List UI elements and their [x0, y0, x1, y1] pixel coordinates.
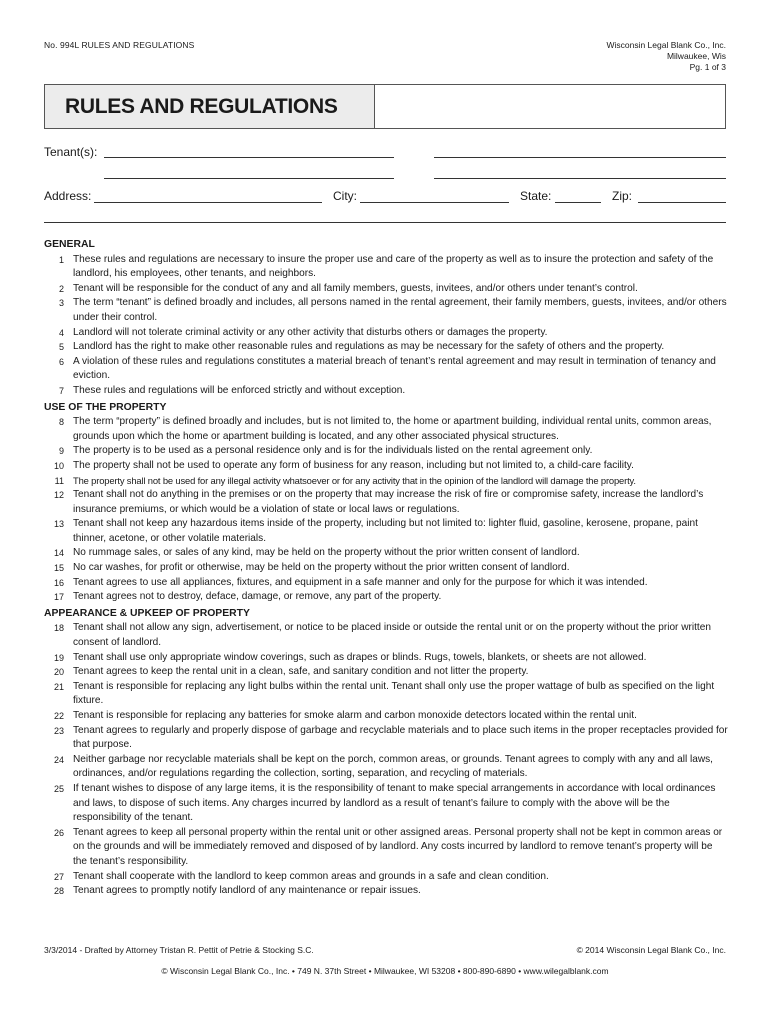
rule-text: The property is to be used as a personal residence only and is for the individuals listed on the rental agreement only.: [73, 445, 593, 457]
rule-text: Tenant agrees to use all appliances, fixtures, and equipment in a safe manner and only for the purpose for which it was intended.: [73, 576, 648, 588]
rule-number: 27: [53, 871, 64, 882]
rule-number: 14: [53, 548, 64, 559]
rule-number: 12: [53, 490, 64, 501]
rule-number: 4: [58, 327, 64, 338]
rule-number: 23: [53, 725, 64, 736]
rule-number: 16: [53, 577, 64, 588]
rule-number: 9: [58, 446, 64, 457]
rule-text: Tenant is responsible for replacing any light bulbs within the rental unit. Tenant shall only use the proper wattage of bulb as specified on the light fixture.: [73, 680, 715, 707]
rule-text: Tenant shall not do anything in the premises or on the property that may increase the risk of fire or compromise safety, increase the landlord’s insurance premiums, or which would be a violation of state or local laws or regulations.: [73, 489, 704, 515]
city-field[interactable]: [360, 202, 509, 203]
rule-number: 2: [58, 283, 64, 294]
rule-item: [44, 415, 728, 444]
rule-item: [44, 709, 728, 724]
rule-text: The term “tenant” is defined broadly and includes, all persons named in the rental agreement, their family members, guests, invitees, and/or others under their control.: [73, 297, 727, 323]
rule-item: [44, 621, 728, 650]
rule-text: The property shall not be used to operate any form of business for any reason, including but not limited to, a child-care facility.: [73, 459, 634, 471]
rule-item: [44, 340, 728, 355]
rule-number: 7: [58, 385, 64, 396]
rule-item: [44, 651, 728, 666]
rule-text: Tenant agrees not to destroy, deface, damage, or remove, any part of the property.: [73, 591, 442, 603]
contact-line: © Wisconsin Legal Blank Co., Inc. • 749 N. 37th Street • Milwaukee, WI 53208 • 800-890-6890 • www.wilegalblank.com: [161, 966, 609, 976]
rule-number: 20: [53, 667, 64, 678]
divider: [44, 222, 726, 223]
rule-number: 21: [53, 681, 64, 692]
rules-body: [44, 236, 728, 899]
tenant-1-field[interactable]: [104, 157, 394, 158]
rule-number: 25: [53, 783, 64, 794]
rule-item: [44, 665, 728, 680]
section-heading: USE OF THE PROPERTY: [44, 401, 167, 413]
address-label: Address:: [44, 189, 92, 203]
rule-number: 11: [54, 475, 64, 486]
rule-number: 10: [53, 460, 64, 471]
rule-item: [44, 444, 728, 459]
rule-text: Landlord has the right to make other reasonable rules and regulations as may be necessary for the safety of others and the property.: [73, 341, 665, 353]
rule-number: 13: [53, 519, 64, 530]
rule-number: 6: [58, 356, 64, 367]
publisher-city: Milwaukee, Wis: [666, 51, 726, 61]
rule-text: Neither garbage nor recyclable materials shall be kept on the porch, common areas, or grounds. Tenant agrees to comply with any and all laws, ordinances, and/or regulations regarding the collection, sorting, separation, and recycling of materials.: [73, 753, 713, 780]
rule-item: [44, 459, 728, 474]
section-heading: APPEARANCE & UPKEEP OF PROPERTY: [44, 607, 250, 619]
rule-text: Tenant agrees to regularly and properly dispose of garbage and recyclable materials and to place such items in the proper receptacles provided for that purpose.: [73, 724, 728, 751]
page-number: Pg. 1 of 3: [689, 62, 726, 72]
rule-number: 22: [53, 711, 64, 721]
rule-number: 1: [58, 254, 64, 265]
rule-text: Tenant shall not allow any sign, advertisement, or notice to be placed inside or outside the rental unit or on the property without the prior written consent of landlord.: [73, 622, 711, 649]
rule-item: [44, 326, 728, 341]
rule-number: 26: [53, 827, 64, 838]
tenant-2-field[interactable]: [434, 157, 726, 158]
rule-number: 3: [58, 298, 64, 309]
rule-text: Landlord will not tolerate criminal activity or any other activity that disturbs others or damages the property.: [73, 326, 548, 338]
rule-item: [44, 724, 728, 753]
rule-text: Tenant agrees to keep all personal property within the rental unit or other assigned areas. Personal property shall not be kept in common areas or on the grounds and will be immediately removed and disposed of by landlord. Any costs incurred by landlord to remove tenant’s property will be the tenant’s responsibility.: [73, 826, 723, 867]
rule-item: [44, 561, 728, 576]
rule-number: 18: [53, 623, 64, 634]
rule-item: [44, 474, 728, 489]
rule-item: [44, 517, 728, 546]
rule-text: Tenant is responsible for replacing any batteries for smoke alarm and carbon monoxide detectors located within the rental unit.: [73, 710, 637, 721]
zip-field[interactable]: [638, 202, 726, 203]
rule-item: [44, 355, 728, 384]
rule-item: [44, 590, 728, 605]
rule-text: Tenant agrees to keep the rental unit in a clean, safe, and sanitary condition and not litter the property.: [73, 666, 529, 678]
rule-item: [44, 884, 728, 899]
tenant-3-field[interactable]: [104, 178, 394, 179]
rule-text: The property shall not be used for any illegal activity whatsoever or for any activity that in the opinion of the landlord will damage the property.: [73, 474, 636, 486]
drafted-by: 3/3/2014 - Drafted by Attorney Tristan R. Pettit of Petrie & Stocking S.C.: [44, 945, 314, 955]
rule-number: 15: [53, 563, 64, 574]
rule-item: [44, 546, 728, 561]
tenants-label: Tenant(s):: [44, 145, 98, 159]
copyright: © 2014 Wisconsin Legal Blank Co., Inc.: [576, 945, 726, 955]
state-field[interactable]: [555, 202, 601, 203]
rule-text: Tenant shall use only appropriate window coverings, such as drapes or blinds. Rugs, towels, blankets, or sheets are not allowed.: [73, 651, 647, 663]
rule-text: If tenant wishes to dispose of any large items, it is the responsibility of tenant to make special arrangements in accordance with local ordinances and laws, to dispose of such items. Any charges incurred by landlord as a result of tenant’s failure to comply with the above will be the responsibility of the tenant.: [73, 782, 716, 824]
rule-number: 8: [58, 417, 64, 428]
publisher-info: [606, 40, 726, 73]
rule-item: [44, 680, 728, 709]
rule-item: [44, 384, 728, 399]
rule-item: [44, 253, 728, 282]
rule-item: [44, 753, 728, 782]
rule-number: 17: [53, 592, 64, 603]
tenant-4-field[interactable]: [434, 178, 726, 179]
title-box: [44, 84, 726, 129]
rule-text: The term “property” is defined broadly and includes, but is not limited to, the home or apartment building, individual rental units, common areas, grounds upon which the home or apartment building is located, and any other associated physical structures.: [73, 416, 712, 442]
rule-text: Tenant shall not keep any hazardous items inside of the property, including but not limited to: lighter fluid, gasoline, kerosene, propane, paint thinner, acetone, or other volatile materials.: [73, 518, 698, 544]
rule-number: 24: [53, 754, 64, 765]
rule-item: [44, 870, 728, 885]
rule-text: No rummage sales, or sales of any kind, may be held on the property without the prior written consent of landlord.: [73, 547, 580, 559]
rule-item: [44, 282, 728, 297]
rule-text: Tenant will be responsible for the conduct of any and all family members, guests, invitees, and/or others under tenant’s control.: [73, 282, 638, 294]
rule-number: 5: [58, 342, 64, 353]
rule-text: A violation of these rules and regulations constitutes a material breach of tenant’s rental agreement and may result in termination of tenancy and eviction.: [73, 355, 716, 382]
address-field[interactable]: [94, 202, 322, 203]
city-label: City:: [333, 189, 357, 203]
rule-item: [44, 826, 728, 870]
title-box-blank: [375, 85, 725, 128]
rule-item: [44, 576, 728, 591]
section-heading: GENERAL: [44, 239, 95, 250]
zip-label: Zip:: [612, 189, 633, 203]
rule-item: [44, 488, 728, 517]
rule-text: Tenant shall cooperate with the landlord to keep common areas and grounds in a safe and clean condition.: [73, 870, 549, 882]
rule-number: 19: [53, 652, 64, 663]
state-label: State:: [520, 189, 552, 203]
rule-item: [44, 296, 728, 325]
rule-text: Tenant agrees to promptly notify landlord of any maintenance or repair issues.: [73, 885, 421, 897]
rule-number: 28: [53, 886, 64, 897]
form-number: No. 994L RULES AND REGULATIONS: [44, 40, 195, 50]
rule-item: [44, 782, 728, 826]
rule-text: No car washes, for profit or otherwise, may be held on the property without the prior written consent of landlord.: [73, 562, 570, 574]
publisher-name: Wisconsin Legal Blank Co., Inc.: [606, 40, 726, 50]
rule-text: These rules and regulations will be enforced strictly and without exception.: [73, 384, 406, 396]
rule-text: These rules and regulations are necessary to insure the proper use and care of the property as well as to insure the protection and safety of the landlord, his employees, other tenants, and neighbors.: [73, 253, 714, 280]
page-title: RULES AND REGULATIONS: [45, 85, 375, 128]
